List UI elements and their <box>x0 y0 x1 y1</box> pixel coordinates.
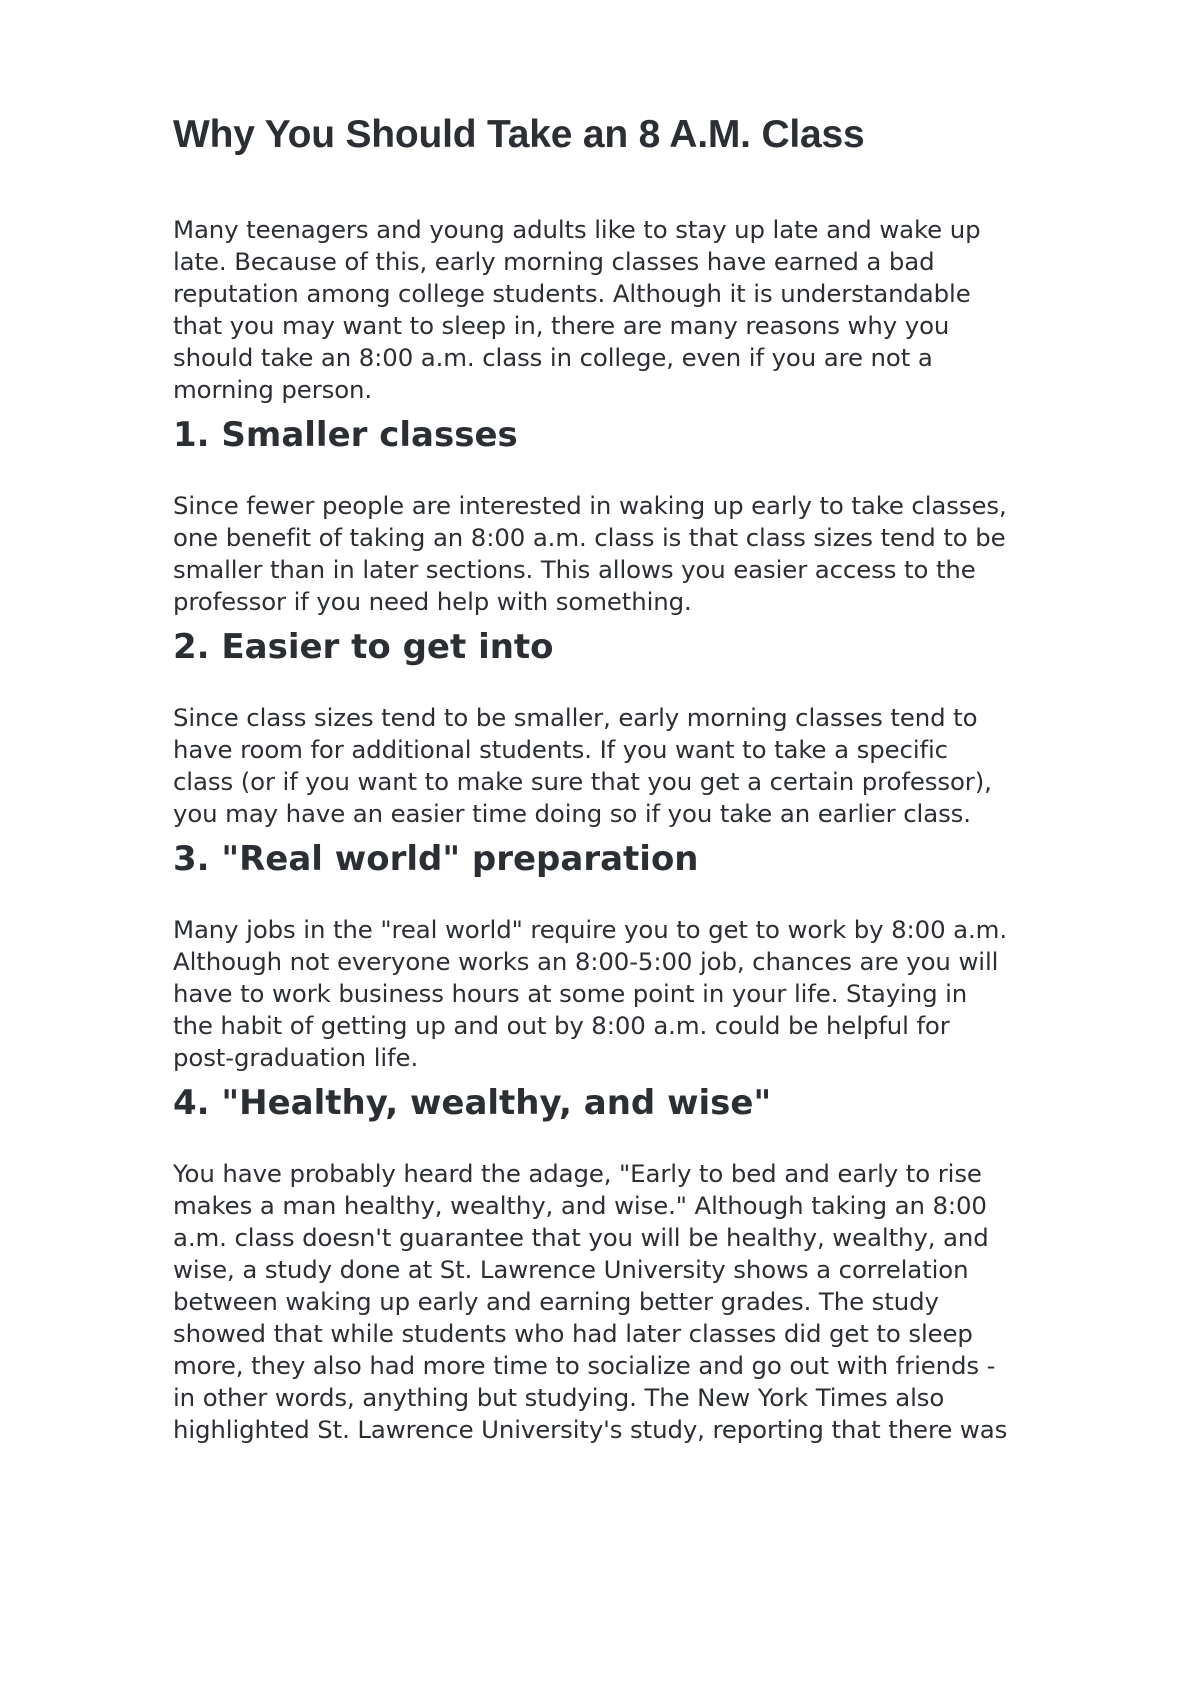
paragraph-line: post-graduation life. <box>173 1043 419 1072</box>
paragraph-line: have room for additional students. If you want to take a specific <box>173 735 948 764</box>
paragraph-line: Since class sizes tend to be smaller, early morning classes tend to <box>173 703 978 732</box>
paragraph-line: wise, a study done at St. Lawrence University shows a correlation <box>173 1255 969 1284</box>
paragraph-line: the habit of getting up and out by 8:00 a.m. could be helpful for <box>173 1011 950 1040</box>
paragraph-line: morning person. <box>173 375 373 404</box>
paragraph-line: professor if you need help with something. <box>173 587 692 616</box>
section-paragraph-smaller-classes <box>173 490 1133 618</box>
paragraph-line: showed that while students who had later classes did get to sleep <box>173 1319 973 1348</box>
paragraph-line: that you may want to sleep in, there are many reasons why you <box>173 311 950 340</box>
paragraph-line: reputation among college students. Although it is understandable <box>173 279 971 308</box>
section-heading-healthy-wealthy-wise: 4. "Healthy, wealthy, and wise" <box>173 1083 772 1123</box>
paragraph-line: smaller than in later sections. This allows you easier access to the <box>173 555 976 584</box>
paragraph-line: should take an 8:00 a.m. class in college, even if you are not a <box>173 343 933 372</box>
paragraph-line: Since fewer people are interested in waking up early to take classes, <box>173 491 1007 520</box>
paragraph-line: makes a man healthy, wealthy, and wise." Although taking an 8:00 <box>173 1191 987 1220</box>
paragraph-line: you may have an easier time doing so if you take an earlier class. <box>173 799 971 828</box>
section-paragraph-easier-to-get-into <box>173 702 1133 830</box>
section-heading-easier-to-get-into: 2. Easier to get into <box>173 627 554 667</box>
paragraph-line: in other words, anything but studying. The New York Times also <box>173 1383 945 1412</box>
paragraph-line: Many teenagers and young adults like to stay up late and wake up <box>173 215 981 244</box>
section-heading-real-world-preparation: 3. "Real world" preparation <box>173 839 699 879</box>
paragraph-line: a.m. class doesn't guarantee that you will be healthy, wealthy, and <box>173 1223 989 1252</box>
section-heading-smaller-classes: 1. Smaller classes <box>173 415 518 455</box>
paragraph-line: between waking up early and earning better grades. The study <box>173 1287 939 1316</box>
paragraph-line: highlighted St. Lawrence University's study, reporting that there was <box>173 1415 1008 1444</box>
paragraph-line: class (or if you want to make sure that you get a certain professor), <box>173 767 992 796</box>
paragraph-line: Although not everyone works an 8:00-5:00 job, chances are you will <box>173 947 999 976</box>
paragraph-line: Many jobs in the "real world" require you to get to work by 8:00 a.m. <box>173 915 1007 944</box>
paragraph-line: late. Because of this, early morning classes have earned a bad <box>173 247 935 276</box>
paragraph-line: more, they also had more time to socialize and go out with friends - <box>173 1351 996 1380</box>
section-paragraph-real-world-preparation <box>173 914 1133 1074</box>
intro-paragraph <box>173 214 1133 406</box>
section-paragraph-healthy-wealthy-wise <box>173 1158 1133 1446</box>
document-title: Why You Should Take an 8 A.M. Class <box>173 113 865 156</box>
paragraph-line: You have probably heard the adage, "Early to bed and early to rise <box>173 1159 982 1188</box>
paragraph-line: have to work business hours at some point in your life. Staying in <box>173 979 968 1008</box>
document-content <box>173 112 1133 1446</box>
paragraph-line: one benefit of taking an 8:00 a.m. class is that class sizes tend to be <box>173 523 1006 552</box>
